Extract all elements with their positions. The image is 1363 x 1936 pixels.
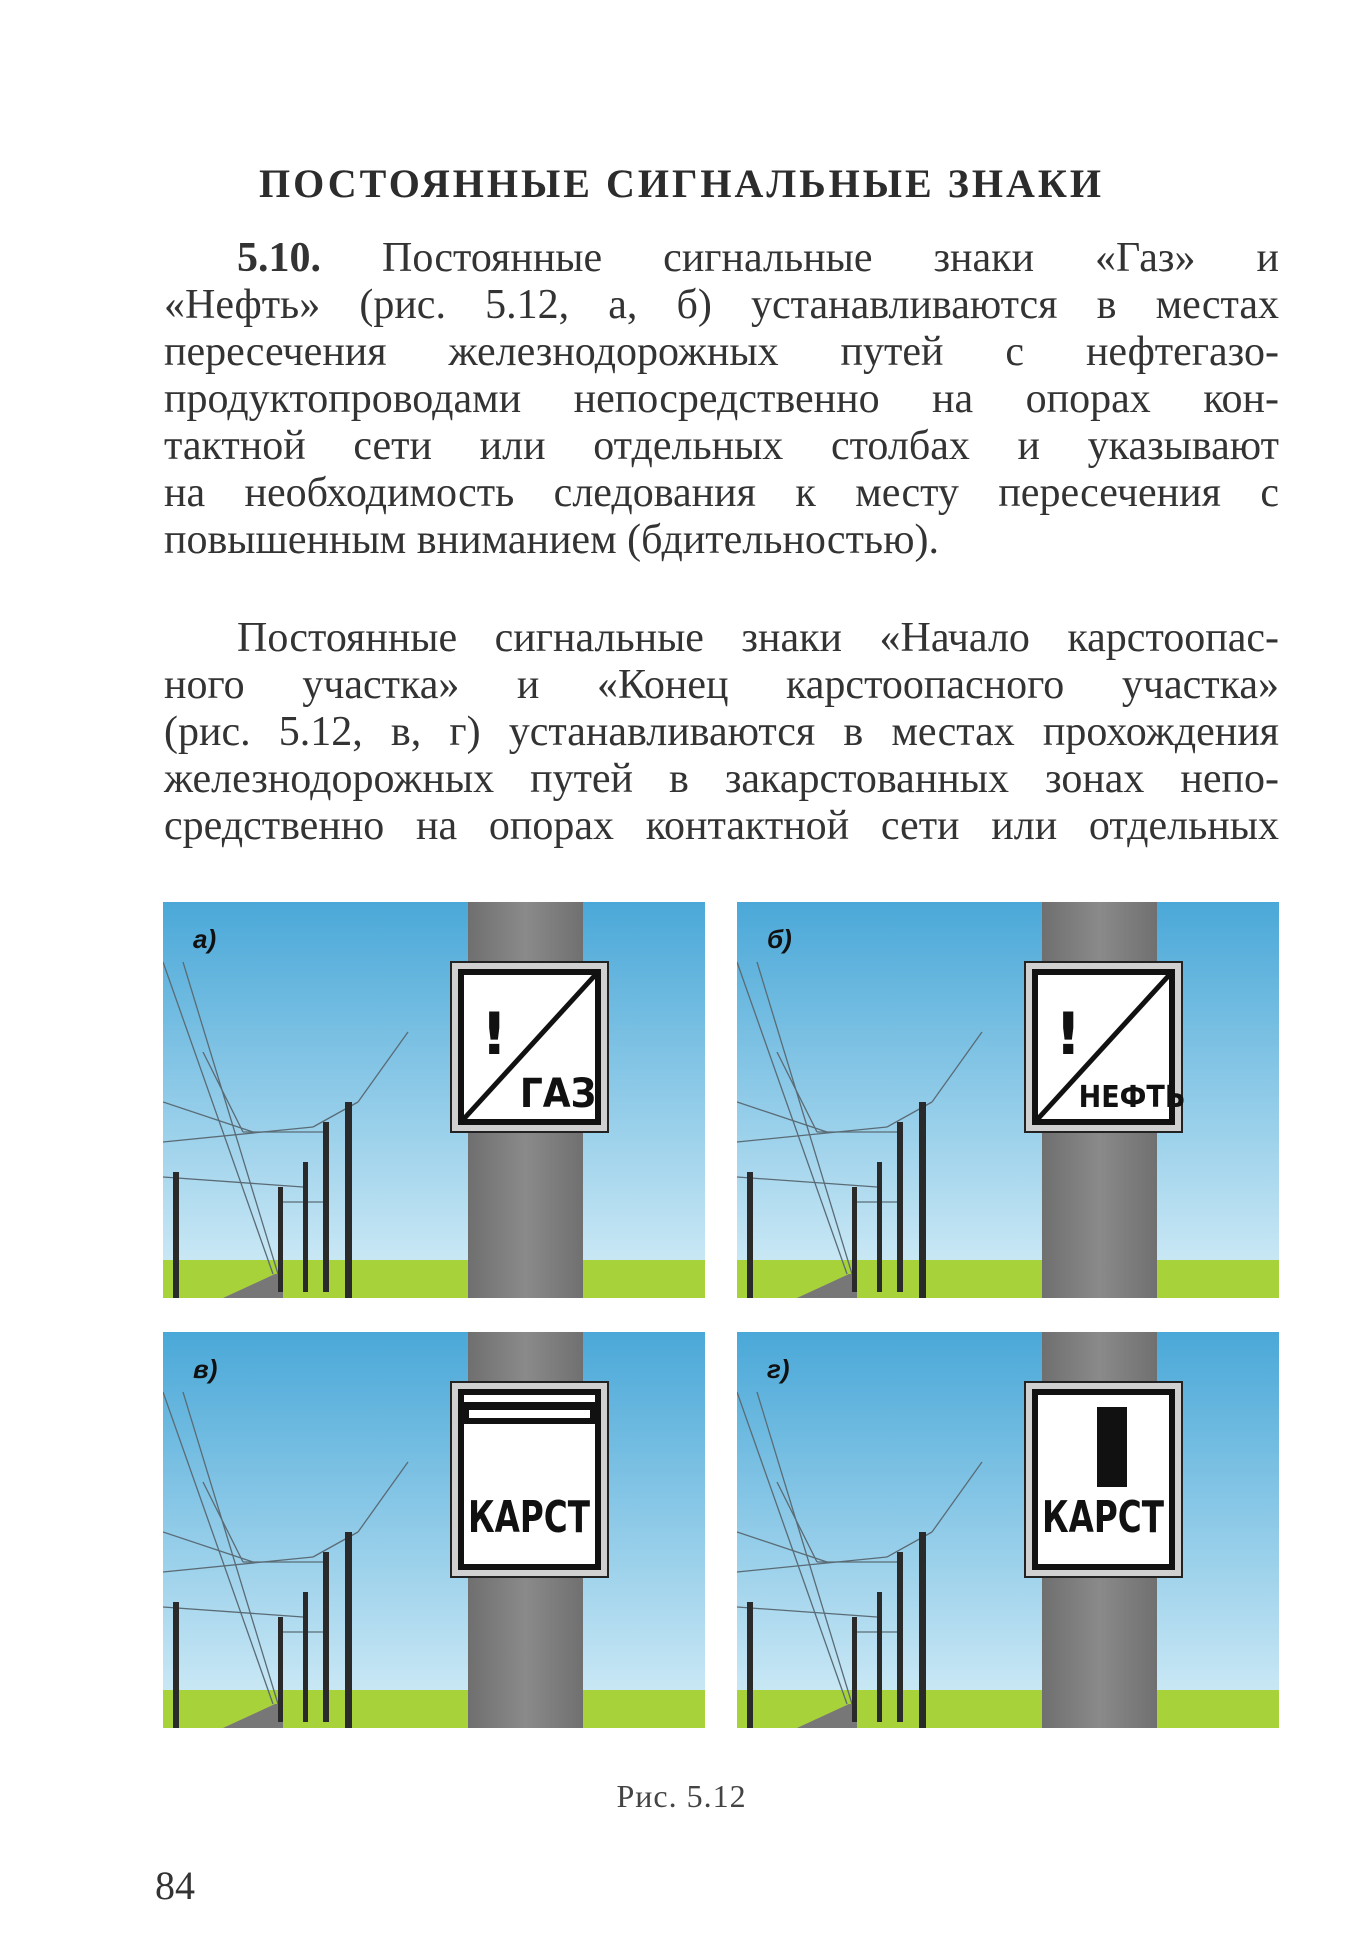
sign-label: ГАЗ <box>519 1071 597 1117</box>
sign <box>451 962 608 1132</box>
paragraph-line: на необходимость следования к месту пересечения с <box>164 470 1279 516</box>
figure-panel-v <box>163 1332 705 1728</box>
sky <box>163 1332 705 1728</box>
karst-bar <box>1097 1407 1127 1487</box>
sky <box>737 902 1279 1298</box>
panel-label: б) <box>767 924 792 954</box>
sign-label: КАРСТ <box>468 1492 590 1543</box>
paragraph-line: ного участка» и «Конец карстоопасного участка» <box>164 662 1279 708</box>
sign <box>1025 962 1185 1132</box>
paragraph-karst <box>164 615 1279 850</box>
paragraph-line: Постоянные сигнальные знаки «Начало карстоопас- <box>237 615 1279 661</box>
sign-label: НЕФТЬ <box>1078 1080 1186 1115</box>
panel-label: а) <box>193 924 217 954</box>
paragraph-line: пересечения железнодорожных путей с нефтегазо- <box>164 329 1279 375</box>
paragraph-line: тактной сети или отдельных столбах и указывают <box>164 423 1279 469</box>
sign <box>1025 1382 1182 1577</box>
clause-number: 5.10. <box>237 235 321 281</box>
paragraph-5-10 <box>164 235 1279 564</box>
paragraph-line: продуктопроводами непосредственно на опорах кон- <box>164 376 1279 422</box>
exclamation-mark: ! <box>481 1000 508 1068</box>
figure-panel-a <box>163 902 705 1298</box>
paragraph-line: повышенным вниманием (бдительностью). <box>164 517 939 563</box>
sign <box>451 1382 608 1577</box>
figure-caption: Рис. 5.12 <box>616 1778 747 1814</box>
paragraph-line: 5.10. Постоянные сигнальные знаки «Газ» и <box>237 235 1280 281</box>
sky <box>737 1332 1279 1728</box>
page-number: 84 <box>155 1863 195 1908</box>
paragraph-line: (рис. 5.12, в, г) устанавливаются в местах прохождения <box>164 709 1279 755</box>
paragraph-line: железнодорожных путей в закарстованных зонах непо- <box>164 756 1279 802</box>
figure-panel-g <box>737 1332 1279 1728</box>
figure-panel-b <box>737 902 1279 1298</box>
paragraph-line: «Нефть» (рис. 5.12, а, б) устанавливаются в местах <box>164 282 1279 328</box>
sign-label: КАРСТ <box>1042 1492 1164 1543</box>
panel-label: в) <box>193 1354 218 1384</box>
sky <box>163 902 705 1298</box>
exclamation-mark: ! <box>1055 1000 1082 1068</box>
panel-label: г) <box>767 1354 790 1384</box>
section-title: ПОСТОЯННЫЕ СИГНАЛЬНЫЕ ЗНАКИ <box>259 161 1104 206</box>
paragraph-line: средственно на опорах контактной сети или отдельных <box>164 803 1279 849</box>
